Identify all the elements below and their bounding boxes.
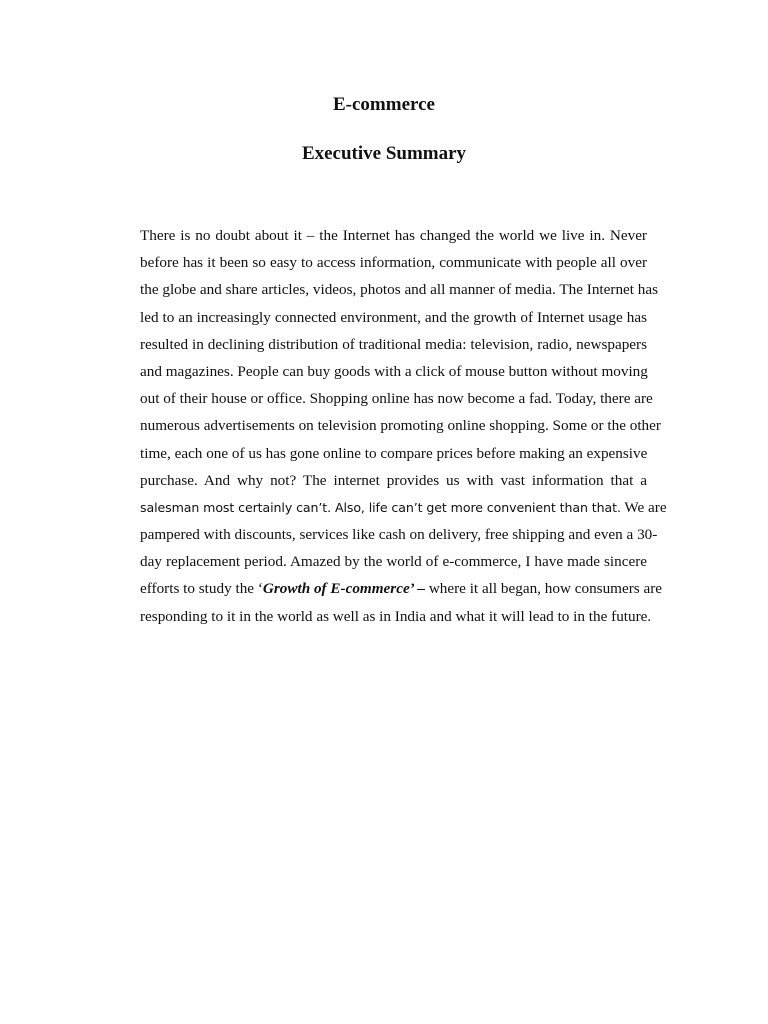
- paragraph-line: pampered with discounts, services like cash on delivery, free shipping and even a 30-: [140, 526, 658, 544]
- paragraph-line: the globe and share articles, videos, photos and all manner of media. The Internet has: [140, 281, 659, 299]
- paragraph-line: out of their house or office. Shopping online has now become a fad. Today, there are: [140, 390, 653, 408]
- document-title: E-commerce: [333, 94, 435, 115]
- text-run: efforts to study the ‘: [140, 580, 263, 598]
- paragraph-line: There is no doubt about it – the Internet has changed the world we live in. Never: [140, 227, 647, 244]
- paragraph-line-with-emphasis: [140, 575, 663, 602]
- document-subtitle: Executive Summary: [301, 143, 467, 164]
- text-run: We are: [620, 498, 667, 516]
- paragraph-line: resulted in declining distribution of traditional media: television, radio, newspapers: [140, 335, 647, 353]
- paragraph-line-mixed-font: [140, 494, 667, 521]
- emphasized-title-run: Growth of E-commerce’ –: [262, 580, 426, 598]
- paragraph-line: day replacement period. Amazed by the world of e-commerce, I have made sincere: [140, 553, 647, 571]
- paragraph-line: led to an increasingly connected environment, and the growth of Internet usage has: [140, 308, 647, 326]
- paragraph-line: numerous advertisements on television promoting online shopping. Some or the other: [140, 417, 661, 435]
- paragraph-line: and magazines. People can buy goods with a click of mouse button without moving: [140, 362, 648, 380]
- paragraph-line: time, each one of us has gone online to compare prices before making an expensive: [140, 444, 648, 462]
- text-run: where it all began, how consumers are: [425, 580, 663, 598]
- paragraph-line-last: responding to it in the world as well as in India and what it will lead to in the future.: [140, 607, 652, 625]
- paragraph-line: purchase. And why not? The internet provides us with vast information that a: [140, 471, 647, 489]
- alt-font-run: salesman most certainly can’t. Also, life can’t get more convenient than that.: [140, 499, 621, 515]
- executive-summary-paragraph: [140, 222, 667, 630]
- paragraph-line: before has it been so easy to access information, communicate with people all over: [140, 254, 647, 272]
